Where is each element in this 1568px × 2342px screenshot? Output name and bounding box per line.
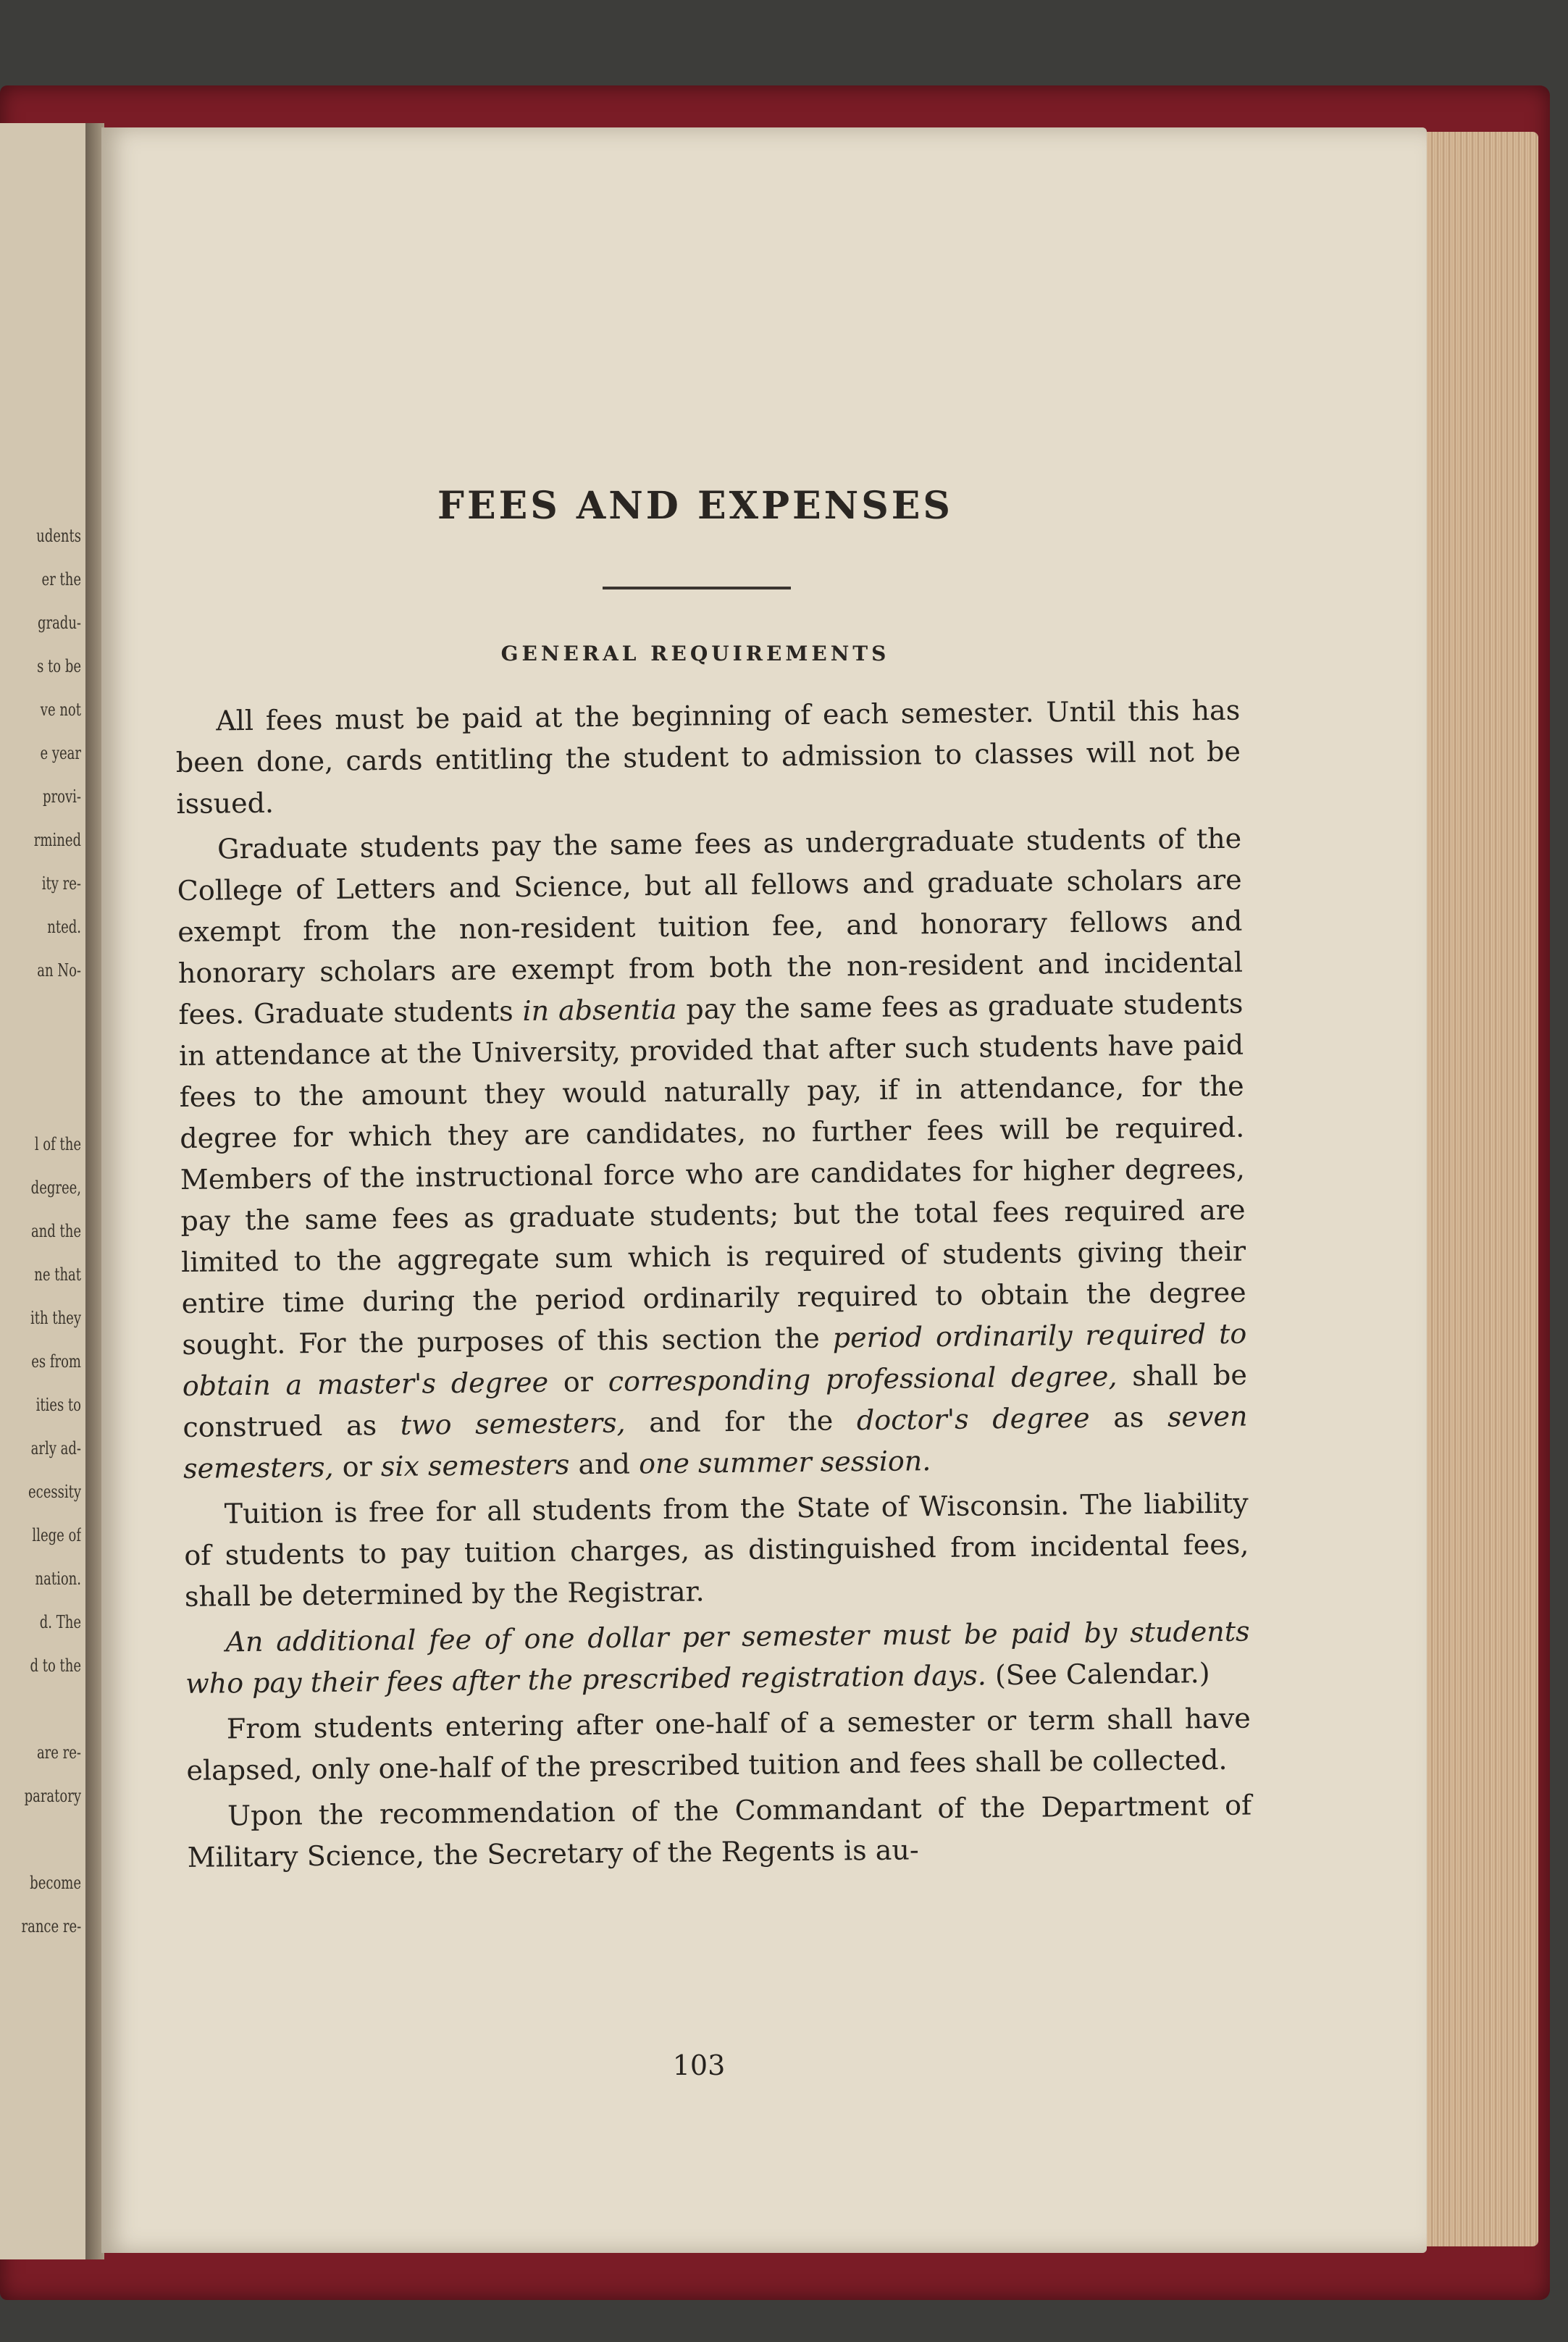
left-page-fragment: are re- <box>36 1742 81 1763</box>
left-page-text-fragments <box>1 514 81 2252</box>
left-page-fragment: ve not <box>40 700 81 720</box>
left-page-fragment: paratory <box>24 1786 81 1806</box>
left-page-fragment: s to be <box>37 656 81 676</box>
title-rule <box>603 587 791 589</box>
left-page-fragment: ity re- <box>41 873 81 894</box>
left-page-fragment: and the <box>30 1221 81 1241</box>
left-page-fragment: d. The <box>39 1612 81 1632</box>
paragraph: From students entering after one-half of a semester or term shall have elapsed, only one-half of the prescribed tuition and fees shall be collected. <box>186 1702 1252 1787</box>
left-page-fragment: es from <box>31 1351 81 1372</box>
left-page-fragment: e year <box>40 743 81 763</box>
page-title: FEES AND EXPENSES <box>437 484 953 528</box>
paragraph: Tuition is free for all students from the State of Wisconsin. The liability of students to pay tuition charges, as distinguished from incidental fees, shall be determined by the Registrar. <box>184 1487 1249 1613</box>
left-page-fragment: er the <box>41 569 81 589</box>
left-page-fragment: ecessity <box>28 1482 81 1502</box>
left-page-fragment <box>22 1036 82 1079</box>
left-page-fragment: rmined <box>33 830 81 850</box>
page-number: 103 <box>672 2049 726 2081</box>
paragraph: Upon the recommendation of the Commandant of the Department of Military Science, the Secretary of the Regents is au- <box>187 1789 1252 1873</box>
left-page-fragment <box>22 1079 82 1122</box>
left-page-fragment: arly ad- <box>30 1438 81 1458</box>
left-page-fragment: ities to <box>35 1395 81 1415</box>
body-text <box>175 690 1252 1879</box>
left-page-fragment: ne that <box>34 1264 81 1285</box>
left-page-fragment: l of the <box>34 1134 81 1154</box>
left-page-fragment: nation. <box>35 1569 81 1589</box>
left-page-fragment: udents <box>36 526 81 546</box>
left-facing-page <box>0 123 90 2259</box>
left-page-fragment: provi- <box>43 786 81 807</box>
left-page-fragment: become <box>30 1873 81 1893</box>
left-page-fragment: an No- <box>37 960 81 981</box>
left-page-fragment: gradu- <box>37 613 81 633</box>
left-page-fragment <box>22 1818 82 1861</box>
left-page-fragment: nted. <box>47 917 81 937</box>
left-page-fragment: d to the <box>30 1655 81 1676</box>
left-page-fragment: degree, <box>30 1178 81 1198</box>
section-heading: GENERAL REQUIREMENTS <box>500 642 890 666</box>
paragraph: An additional fee of one dollar per semester must be paid by students who pay their fees after the prescribed registration days. (See Calendar.) <box>185 1615 1250 1700</box>
paragraph: Graduate students pay the same fees as undergraduate students of the College of Letters and Science, but all fellows and graduate scholars are exempt from the non-resident tuition fee, and honorary fellows and honorary scholars are exempt from both the non-resident and incidental fees. Graduate students in absentia pay the same fees as graduate students in attendance at the University, provided that after such students have paid fees to the amount they would naturally pay, if in attendance, for the degree for which they are candidates, no further fees will be required. Members of the instructional force who are candidates for higher degrees, pay the same fees as graduate students; but the total fees required are limited to the aggregate sum which is required of students giving their entire time during the period ordinarily required to obtain the degree sought. For the purposes of this section the period ordinarily required to obtain a master's degree or corresponding professional degree, shall be construed as two semesters, and for the doctor's degree as seven semesters, or six semesters and one summer session. <box>177 822 1248 1485</box>
left-page-fragment <box>22 1687 82 1731</box>
left-page-fragment: ith they <box>30 1308 81 1328</box>
left-page-fragment <box>22 992 82 1036</box>
left-page-fragment: rance re- <box>21 1916 81 1936</box>
left-page-fragment: llege of <box>32 1525 81 1545</box>
paragraph: All fees must be paid at the beginning of each semester. Until this has been done, cards entitling the student to admission to classes will not be issued. <box>175 694 1241 820</box>
